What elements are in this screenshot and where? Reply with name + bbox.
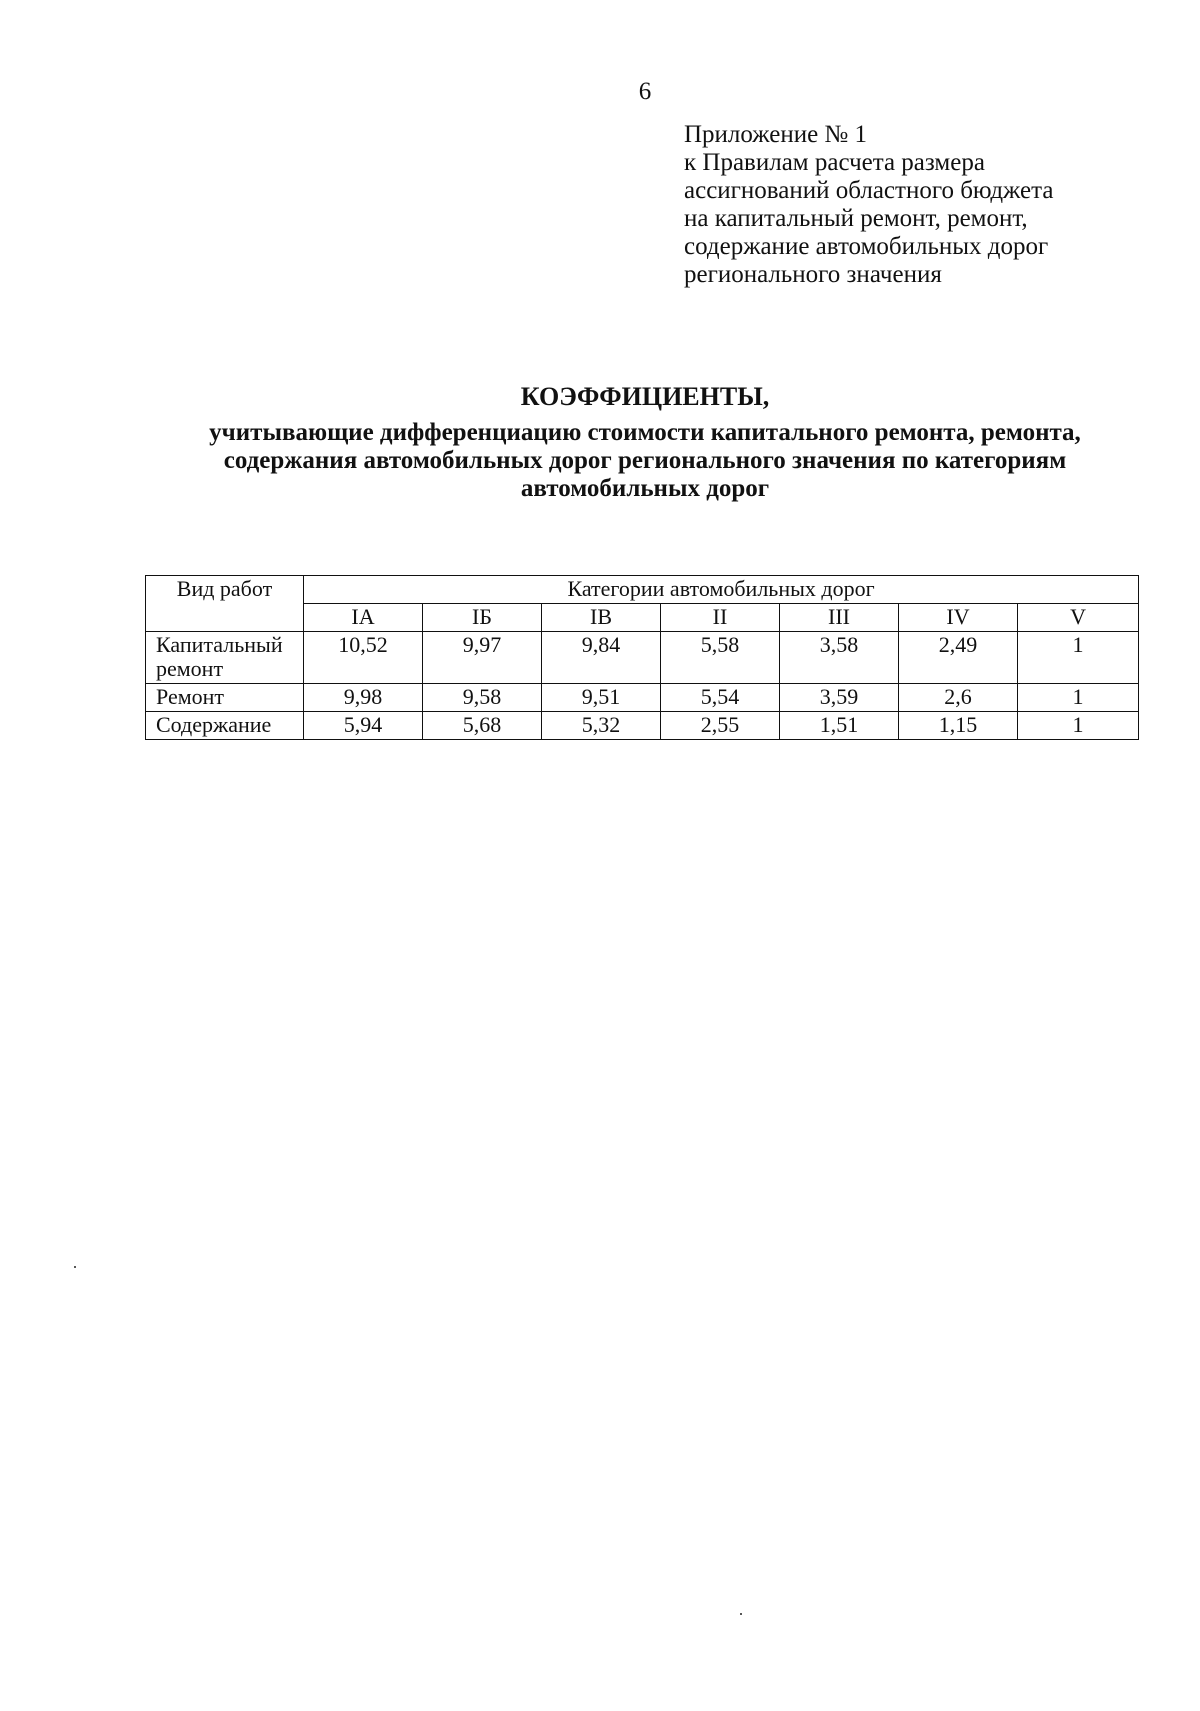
table-cell: 2,49 [899, 632, 1018, 684]
table-cell: 10,52 [304, 632, 423, 684]
table-cell: 1,15 [899, 712, 1018, 740]
category-header: IV [899, 604, 1018, 632]
scan-speck [74, 1266, 76, 1268]
table-cell: 3,59 [780, 684, 899, 712]
category-header: IA [304, 604, 423, 632]
category-header: III [780, 604, 899, 632]
work-type-header: Вид работ [146, 576, 304, 632]
scan-speck [740, 1613, 742, 1615]
title-subtitle-line: автомобильных дорог [520, 475, 770, 502]
row-label [146, 632, 304, 684]
categories-header: Категории автомобильных дорог [304, 576, 1139, 604]
table-row [146, 712, 1139, 740]
category-header: IБ [423, 604, 542, 632]
table-cell: 1 [1018, 684, 1139, 712]
table-cell: 5,94 [304, 712, 423, 740]
table-cell: 5,54 [661, 684, 780, 712]
appendix-line: регионального значения [684, 261, 942, 288]
appendix-line: ассигнований областного бюджета [684, 177, 1054, 204]
row-label-line: ремонт [156, 656, 224, 681]
appendix-line: Приложение № 1 [684, 121, 868, 148]
table-row [146, 632, 1139, 684]
title-main: КОЭФФИЦИЕНТЫ, [520, 382, 770, 411]
coefficients-table [145, 575, 1139, 740]
table-cell: 5,58 [661, 632, 780, 684]
table-cell: 3,58 [780, 632, 899, 684]
category-header: II [661, 604, 780, 632]
title-subtitle [100, 419, 1190, 503]
appendix-line: на капитальный ремонт, ремонт, [684, 205, 1028, 232]
table-cell: 1 [1018, 712, 1139, 740]
page-number: 6 [638, 78, 652, 105]
table-cell: 2,6 [899, 684, 1018, 712]
table-cell: 9,51 [542, 684, 661, 712]
row-label [146, 684, 304, 712]
table-cell: 1 [1018, 632, 1139, 684]
category-header: V [1018, 604, 1139, 632]
table-cell: 2,55 [661, 712, 780, 740]
table-cell: 9,58 [423, 684, 542, 712]
row-label-line: Капитальный [156, 632, 283, 657]
table-row [146, 684, 1139, 712]
table-cell: 1,51 [780, 712, 899, 740]
table-cell: 9,84 [542, 632, 661, 684]
category-header: IB [542, 604, 661, 632]
row-label [146, 712, 304, 740]
appendix-line: к Правилам расчета размера [684, 149, 985, 176]
table-cell: 9,97 [423, 632, 542, 684]
table-cell: 9,98 [304, 684, 423, 712]
title-subtitle-line: учитывающие дифференциацию стоимости капитального ремонта, ремонта, [209, 419, 1081, 446]
table-cell: 5,32 [542, 712, 661, 740]
row-label-line: Содержание [156, 712, 272, 737]
document-title [100, 383, 1190, 503]
table-cell: 5,68 [423, 712, 542, 740]
title-subtitle-line: содержания автомобильных дорог регионального значения по категориям [223, 447, 1067, 474]
appendix-block [684, 121, 1164, 289]
appendix-line: содержание автомобильных дорог [684, 233, 1049, 260]
row-label-line: Ремонт [156, 684, 225, 709]
table-header-row [146, 576, 1139, 604]
